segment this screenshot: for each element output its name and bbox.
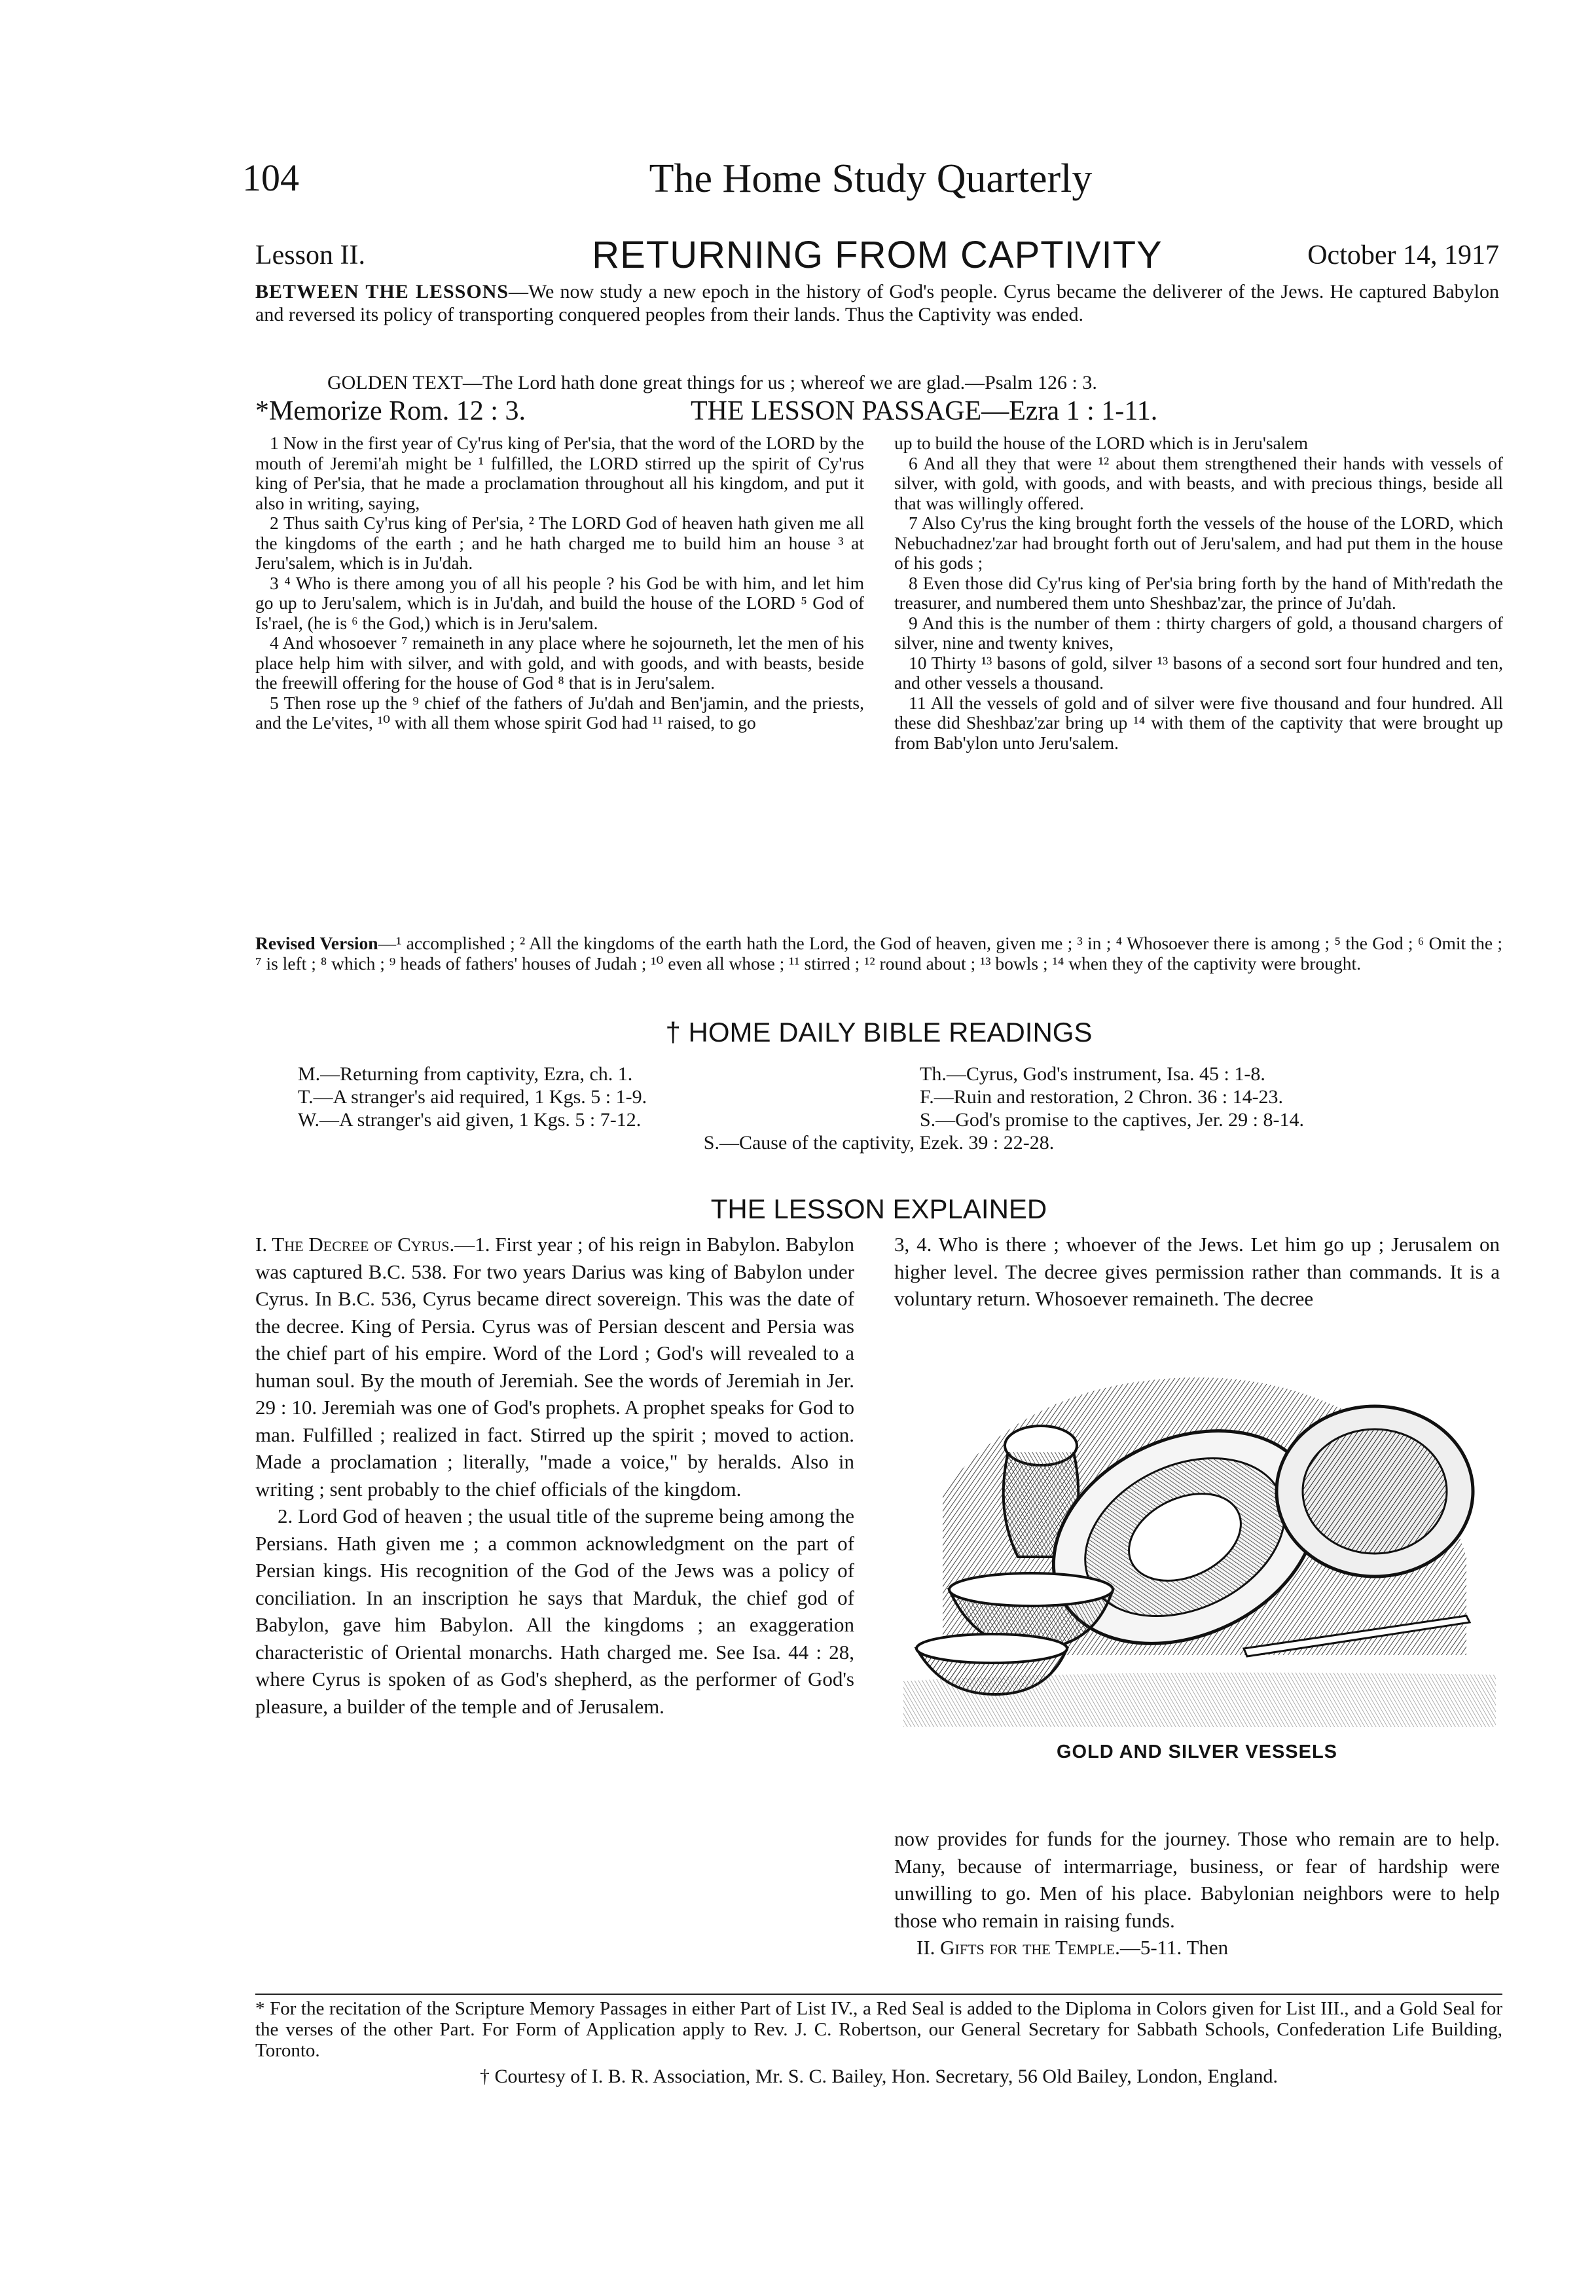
- reading-item: T.—A stranger's aid required, 1 Kgs. 5 : 1-9.: [298, 1086, 647, 1108]
- page-number: 104: [242, 156, 299, 199]
- passage-heading-row: [255, 395, 1506, 435]
- daily-readings-heading: † HOME DAILY BIBLE READINGS: [665, 1017, 1093, 1048]
- readings-right: [920, 1063, 1509, 1131]
- passage-verse: 4 And whosoever ⁷ remaineth in any place where he sojourneth, let the men of his place help him with silver, and with gold, and with goods, and with beasts, beside the freewill offering for the house of God ⁸ that is in Jeru'salem.: [255, 632, 864, 693]
- explained-right-top: [894, 1231, 1500, 1313]
- footnote-rule: [255, 1994, 1502, 1995]
- passage-left-column: [255, 433, 864, 733]
- section-paragraph: 3, 4. Who is there ; whoever of the Jews. Let him go up ; Jerusalem on higher level. The decree gives permission rather than commands. It is a voluntary return. Whosoever remaineth. The decree: [894, 1233, 1500, 1310]
- lesson-date: October 14, 1917: [1307, 240, 1499, 270]
- lesson-title: RETURNING FROM CAPTIVITY: [592, 234, 1163, 276]
- between-lessons: [255, 280, 1499, 326]
- between-text: —We now study a new epoch in the history of God's people. Cyrus became the deliverer of the Jews. He captured Babylon and reversed its policy of transporting conquered peoples from their lands. Thus the Captivity was ended.: [255, 281, 1499, 325]
- passage-right-column: [894, 433, 1503, 753]
- section-paragraph: now provides for funds for the journey. Those who remain are to help. Many, because of intermarriage, business, or fear of hardship were unwilling to go. Men of his place. Babylonian neighbors were to help those who remain in raising funds.: [894, 1827, 1500, 1932]
- vessels-engraving: [903, 1341, 1496, 1727]
- footnote-courtesy: † Courtesy of I. B. R. Association, Mr. S. C. Bailey, Hon. Secretary, 56 Old Bailey, London, England.: [479, 2066, 1279, 2087]
- lesson-title-row: [255, 233, 1499, 279]
- passage-verse: 6 And all they that were ¹² about them strengthened their hands with vessels of silver, with gold, with goods, and with beasts, and with precious things, beside all that was willingly offered.: [894, 452, 1503, 513]
- vessels-illustration: [903, 1341, 1496, 1727]
- revised-text: —¹ accomplished ; ² All the kingdoms of the earth hath the Lord, the God of heaven, given me ; ³ in ; ⁴ Whosoever there is among ; ⁵ the God ; ⁶ Omit the ; ⁷ is left ; ⁸ which ; ⁹ heads of fathers' houses of Judah ; ¹⁰ even all whose ; ¹¹ stirred ; ¹² round about ; ¹³ bowls ; ¹⁴ when they of the captivity were brought.: [255, 933, 1503, 974]
- readings-left: [298, 1063, 887, 1131]
- lesson-passage-heading: THE LESSON PASSAGE—Ezra 1 : 1-11.: [691, 396, 1158, 426]
- journal-title: The Home Study Quarterly: [649, 156, 1093, 201]
- section-gifts: [894, 1934, 1500, 1961]
- passage-verse: 7 Also Cy'rus the king brought forth the vessels of the house of the LORD, which Nebuchadnez'zar had brought forth out of Jeru'salem, and had put them in the house of his gods ;: [894, 513, 1503, 573]
- reading-item: F.—Ruin and restoration, 2 Chron. 36 : 14-23.: [920, 1086, 1284, 1108]
- section-decree: [255, 1231, 854, 1503]
- section-text: First year ; of his reign in Babylon. Babylon was captured B.C. 538. For two years Darius was king of Babylon under Cyrus. In B.C. 536, Cyrus became direct sovereign. This was the date of the decree. King of Persia. Cyrus was of Persian descent and Persia was the chief part of his empire. Word of the Lord ; God's will revealed to a human soul. By the mouth of Jeremiah. See the words of Jeremiah in Jer. 29 : 10. Jeremiah was one of God's prophets. A prophet speaks for God to man. Fulfilled ; realized in fact. Stirred up the spirit ; moved to action. Made a proclamation ; literally, "made a voice," by heralds. Also in writing ; sent probably to the chief officials of the kingdom.: [255, 1233, 855, 1501]
- lesson-number: Lesson II.: [255, 240, 365, 270]
- reading-item: S.—God's promise to the captives, Jer. 29 : 8-14.: [920, 1109, 1305, 1131]
- passage-verse: 9 And this is the number of them : thirty chargers of gold, a thousand chargers of silver, nine and twenty knives,: [894, 612, 1503, 653]
- golden-text: GOLDEN TEXT—The Lord hath done great things for us ; whereof we are glad.—Psalm 126 : 3.: [327, 372, 1097, 393]
- section-title: I. The Decree of Cyrus.—1.: [255, 1233, 490, 1256]
- explained-right-bottom: [894, 1825, 1500, 1961]
- reading-item: W.—A stranger's aid given, 1 Kgs. 5 : 7-12.: [298, 1109, 642, 1131]
- lesson-explained-heading: THE LESSON EXPLAINED: [710, 1194, 1047, 1224]
- section-title: II. Gifts for the Temple.—5-11.: [916, 1936, 1182, 1959]
- passage-verse: 8 Even those did Cy'rus king of Per'sia bring forth by the hand of Mith'redath the treasurer, and numbered them unto Sheshbaz'zar, the prince of Ju'dah.: [894, 572, 1503, 613]
- section-text: Then: [1186, 1936, 1229, 1959]
- passage-verse: 1 Now in the first year of Cy'rus king of Per'sia, that the word of the LORD by the mouth of Jeremi'ah might be ¹ fulfilled, the LORD stirred up the spirit of Cy'rus king of Per'sia, that he made a proclamation throughout all his kingdom, and put it also in writing, saying,: [255, 433, 864, 513]
- passage-verse: 5 Then rose up the ⁹ chief of the fathers of Ju'dah and Ben'jamin, and the priests, and the Le'vites, ¹⁰ with all them whose spirit God had ¹¹ raised, to go: [255, 692, 864, 733]
- explained-left-column: [255, 1231, 854, 1720]
- passage-verse: 2 Thus saith Cy'rus king of Per'sia, ² The LORD God of heaven hath given me all the kingdoms of the earth ; and he hath charged me to build him an house ³ at Jeru'salem, which is in Ju'dah.: [255, 513, 864, 573]
- reading-item-last: S.—Cause of the captivity, Ezek. 39 : 22-28.: [703, 1132, 1055, 1154]
- reading-item: M.—Returning from captivity, Ezra, ch. 1.: [298, 1063, 633, 1085]
- revised-label: Revised Version: [255, 933, 378, 953]
- revised-version: [255, 934, 1502, 974]
- passage-verse: up to build the house of the LORD which is in Jeru'salem: [894, 433, 1309, 453]
- section-paragraph: 2. Lord God of heaven ; the usual title of the supreme being among the Persians. Hath given me ; a common acknowledgment on the part of Persian kings. His recognition of the God of the Jews was a policy of conciliation. In an inscription he says that Marduk, the chief god of Babylon, gave him Babylon. All the kingdoms ; an exaggeration characteristic of Oriental monarchs. Hath charged me. See Isa. 44 : 28, where Cyrus is spoken of as God's shepherd, as the performer of God's pleasure, a builder of the temple and of Jerusalem.: [255, 1504, 854, 1718]
- passage-verse: 10 Thirty ¹³ basons of gold, silver ¹³ basons of a second sort four hundred and ten, and other vessels a thousand.: [894, 652, 1503, 693]
- reading-item: Th.—Cyrus, God's instrument, Isa. 45 : 1-8.: [920, 1063, 1265, 1085]
- memorize-note: *Memorize Rom. 12 : 3.: [255, 396, 526, 426]
- page-header: [242, 156, 1499, 215]
- footnote-memory: * For the recitation of the Scripture Memory Passages in either Part of List IV., a Red Seal is added to the Diploma in Colors given for List III., and a Gold Seal for the verses of the other Part. For Form of Application apply to Rev. J. C. Robertson, our General Secretary for Sabbath Schools, Confederation Life Building, Toronto.: [255, 1998, 1502, 2061]
- passage-verse: 3 ⁴ Who is there among you of all his people ? his God be with him, and let him go up to Jeru'salem, which is in Ju'dah, and build the house of the LORD ⁵ God of Is'rael, (he is ⁶ the God,) which is in Jeru'salem.: [255, 572, 864, 633]
- passage-verse: 11 All the vessels of gold and of silver were five thousand and four hundred. All these did Sheshbaz'zar bring up ¹⁴ with them of the captivity that were brought up from Bab'ylon unto Jeru'salem.: [894, 692, 1503, 753]
- illustration-caption: GOLD AND SILVER VESSELS: [1056, 1741, 1338, 1762]
- between-label: BETWEEN THE LESSONS: [255, 281, 509, 302]
